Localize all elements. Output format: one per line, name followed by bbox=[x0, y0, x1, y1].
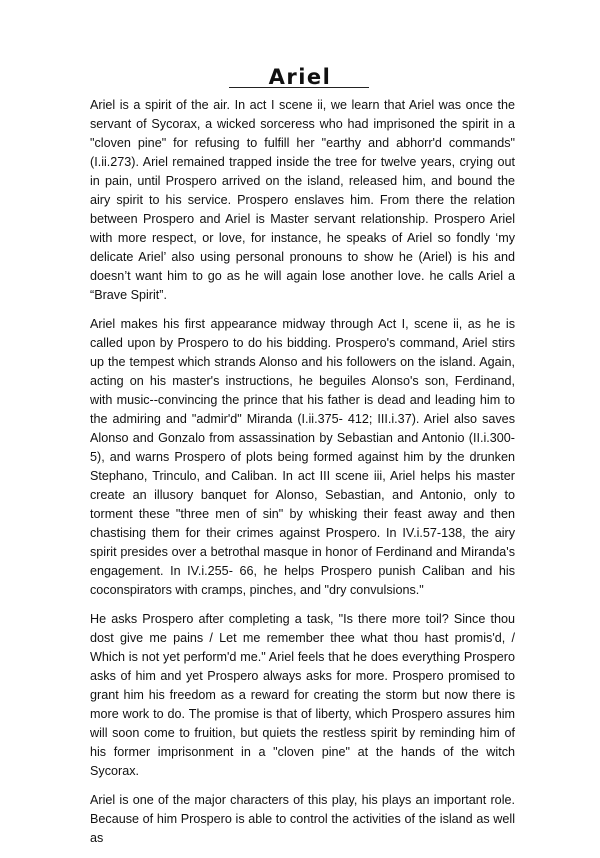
paragraph-2: Ariel makes his first appearance midway through Act I, scene ii, as he is called upon by Prospero to do his bidding. Prospero's command, Ariel stirs up the tempest which strands Alonso and his followers on the island. Again, acting on his master's instructions, he beguiles Alonso's son, Ferdinand, with music--convincing the prince that his father is dead and leading him to the admiring and "admir'd" Miranda (I.ii.375- 412; III.i.37). Ariel also saves Alonso and Gonzalo from assassination by Sebastian and Antonio (II.i.300- 5), and warns Prospero of plots being formed against him by the drunken Stephano, Trinculo, and Caliban. In act III scene iii, Ariel helps his master create an illusory banquet for Alonso, Sebastian, and Antonio, only to torment these "three men of sin" by whisking their feast away and then chastising them for their crimes against Prospero. In IV.i.57-138, the airy spirit presides over a betrothal masque in honor of Ferdinand and Miranda's engagement. In IV.i.255- 66, he helps Prospero punish Caliban and his coconspirators with cramps, pinches, and "dry convulsions." bbox=[90, 317, 515, 597]
paragraph-4: Ariel is one of the major characters of this play, his plays an important role. Because of him Prospero is able to control the activities of the island as well as bbox=[90, 793, 515, 845]
title-underline bbox=[229, 87, 369, 88]
body-text bbox=[90, 96, 515, 858]
paragraph-3: He asks Prospero after completing a task, "Is there more toil? Since thou dost give me pains / Let me remember thee what thou hast promis'd, / Which is not yet perform'd me." Ariel feels that he does everything Prospero asks of him and yet Prospero always asks for more. Prospero promised to grant him his freedom as a reward for creating the storm but now there is more work to do. The promise is that of liberty, which Prospero assures him will soon come to fruition, but quiets the restless spirit by reminding him of his former imprisonment in a "cloven pine" at the hands of the witch Sycorax. bbox=[90, 612, 515, 778]
paragraph-1: Ariel is a spirit of the air. In act I scene ii, we learn that Ariel was once the servant of Sycorax, a wicked sorceress who had imprisoned the spirit in a "cloven pine" for refusing to fulfill her "earthy and abhorr'd commands" (I.ii.273). Ariel remained trapped inside the tree for twelve years, crying out in pain, until Prospero arrived on the island, released him, and bound the airy spirit to his service. Prospero enslaves him. From there the relation between Prospero and Ariel is Master servant relationship. Prospero Ariel with more respect, or love, for instance, he speaks of Ariel so fondly ‘my delicate Ariel’ also using personal pronouns to show he (Ariel) is his and doesn’t want him to go as he will again lose another love. he calls Ariel a “Brave Spirit”. bbox=[90, 98, 515, 302]
title-text: Ariel bbox=[268, 65, 332, 89]
